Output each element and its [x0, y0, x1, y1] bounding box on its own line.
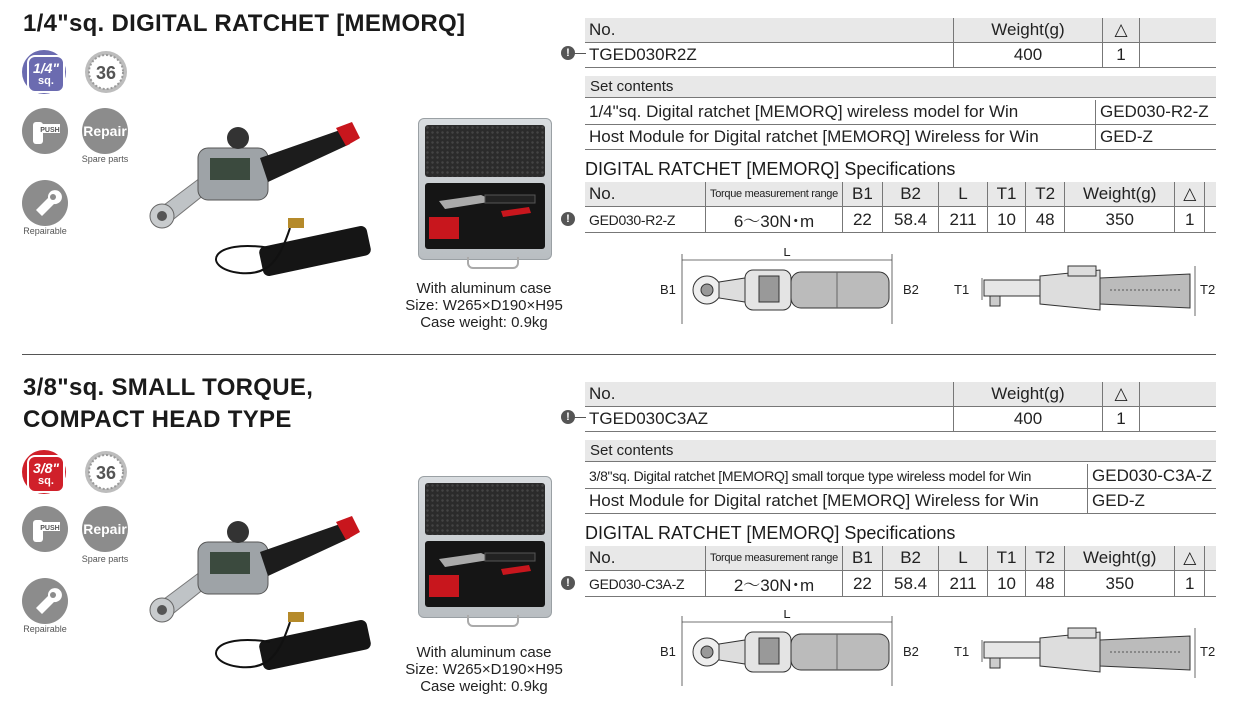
side-view-drawing — [950, 610, 1220, 700]
set-weight: 400 — [954, 407, 1103, 432]
spec-t1: 10 — [987, 207, 1026, 233]
push-release-icon — [22, 108, 68, 154]
section-title-line: 3/8"sq. SMALL TORQUE, — [23, 374, 314, 401]
case-handle — [467, 257, 519, 269]
note-marker-icon: ! — [561, 410, 575, 424]
case-handle — [467, 615, 519, 627]
case-lid — [425, 483, 545, 535]
case-caption-line-3: Case weight: 0.9kg — [420, 678, 548, 695]
note-marker-icon: ! — [561, 576, 575, 590]
pack-icon: △ — [1175, 546, 1205, 571]
set-content-name-2: Host Module for Digital ratchet [MEMORQ] Wireless for Win — [585, 125, 1096, 150]
spec-table — [585, 546, 1216, 597]
note-marker-icon: ! — [561, 46, 575, 60]
badge-top: 3/8" — [32, 460, 60, 476]
pack-icon: △ — [1103, 18, 1140, 43]
spec-header-b1: B1 — [842, 546, 882, 571]
set-contents-table — [585, 464, 1216, 514]
section-title-line: 1/4"sq. DIGITAL RATCHET [MEMORQ] — [23, 10, 466, 37]
spec-header-t2: T2 — [1026, 182, 1065, 207]
spec-header-weight: Weight(g) — [1065, 546, 1175, 571]
spec-b2: 58.4 — [882, 207, 938, 233]
repairable-caption: Repairable — [23, 624, 67, 634]
spec-b1: 22 — [842, 207, 882, 233]
dim-label-B2: B2 — [903, 282, 919, 297]
top-view-drawing — [655, 248, 925, 338]
set-content-name-2: Host Module for Digital ratchet [MEMORQ] Wireless for Win — [585, 489, 1088, 514]
repairable-caption: Repairable — [23, 226, 67, 236]
case-tray — [425, 541, 545, 607]
section-three-eighths — [0, 360, 1243, 705]
spec-t1: 10 — [987, 571, 1026, 597]
digital-ratchet-photo — [140, 512, 380, 682]
set-number: TGED030C3AZ — [585, 407, 954, 432]
spec-range: 2～30N･m — [706, 571, 843, 597]
note-marker-icon: ! — [561, 212, 575, 226]
spec-header-no: No. — [585, 546, 706, 571]
aluminum-case-photo — [418, 118, 552, 260]
set-weight: 400 — [954, 43, 1103, 68]
set-contents-table — [585, 100, 1216, 150]
spec-header-no: No. — [585, 182, 706, 207]
pack-icon: △ — [1175, 182, 1205, 207]
dim-label-T1: T1 — [954, 282, 970, 297]
case-caption — [394, 644, 574, 695]
case-lid — [425, 125, 545, 177]
badge-bottom: sq. — [38, 475, 54, 487]
spec-weight: 350 — [1065, 571, 1175, 597]
set-header-no: No. — [585, 382, 954, 407]
spec-t2: 48 — [1026, 207, 1065, 233]
top-view-drawing — [655, 610, 925, 700]
spare-parts-caption: Spare parts — [81, 554, 129, 564]
set-contents-header: Set contents — [585, 76, 1216, 98]
repair-label: Repair — [83, 521, 127, 537]
spare-parts-caption: Spare parts — [81, 154, 129, 164]
gear-teeth-icon — [84, 450, 128, 494]
spec-header-b2: B2 — [882, 546, 938, 571]
drive-size-badge — [22, 450, 66, 494]
repair-icon — [82, 506, 128, 552]
dim-label-B1: B1 — [660, 282, 676, 297]
badge-bottom: sq. — [38, 75, 54, 87]
dim-label-L: L — [783, 248, 791, 259]
case-tray — [425, 183, 545, 249]
dim-label-T1: T1 — [954, 644, 970, 659]
case-caption-line-3: Case weight: 0.9kg — [420, 314, 548, 331]
wrench-repairable-icon — [22, 180, 68, 226]
badge-top: 1/4" — [32, 60, 60, 76]
section-title-line: COMPACT HEAD TYPE — [23, 406, 292, 433]
case-caption — [394, 280, 574, 331]
dim-label-T2: T2 — [1200, 282, 1216, 297]
repair-icon — [82, 108, 128, 154]
set-header-no: No. — [585, 18, 954, 43]
spec-header-weight: Weight(g) — [1065, 182, 1175, 207]
case-caption-line-2: Size: W265×D190×H95 — [405, 297, 563, 314]
dim-label-L: L — [783, 610, 791, 621]
gear-teeth-icon — [84, 50, 128, 94]
set-table — [585, 18, 1216, 68]
repair-label: Repair — [83, 123, 127, 139]
gear-label: 36 — [95, 63, 117, 83]
spec-title: DIGITAL RATCHET [MEMORQ] Specifications — [585, 523, 956, 543]
set-table — [585, 382, 1216, 432]
drive-size-badge — [22, 50, 66, 94]
spec-header-l: L — [939, 182, 987, 207]
set-header-weight: Weight(g) — [954, 382, 1103, 407]
spec-header-range: Torque measurement range — [706, 182, 843, 207]
spec-header-b1: B1 — [842, 182, 882, 207]
set-number: TGED030R2Z — [585, 43, 954, 68]
aluminum-case-photo — [418, 476, 552, 618]
case-caption-line-1: With aluminum case — [416, 280, 552, 297]
spec-header-t2: T2 — [1026, 546, 1065, 571]
spec-header-range: Torque measurement range — [706, 546, 843, 571]
set-content-code-1: GED030-R2-Z — [1096, 100, 1217, 125]
spec-b1: 22 — [842, 571, 882, 597]
set-contents-header: Set contents — [585, 440, 1216, 462]
push-label: PUSH — [40, 525, 60, 532]
set-content-code-2: GED-Z — [1088, 489, 1216, 514]
spec-t2: 48 — [1026, 571, 1065, 597]
push-label: PUSH — [40, 127, 60, 134]
set-qty: 1 — [1103, 43, 1140, 68]
set-content-code-1: GED030-C3A-Z — [1088, 464, 1216, 489]
spec-no: GED030-C3A-Z — [585, 571, 706, 597]
spec-qty: 1 — [1175, 207, 1205, 233]
section-title — [23, 372, 313, 436]
spec-b2: 58.4 — [882, 571, 938, 597]
set-qty: 1 — [1103, 407, 1140, 432]
set-content-name-1: 3/8"sq. Digital ratchet [MEMORQ] small torque type wireless model for Win — [585, 464, 1088, 489]
set-content-code-2: GED-Z — [1096, 125, 1217, 150]
spec-weight: 350 — [1065, 207, 1175, 233]
spec-range: 6～30N･m — [706, 207, 843, 233]
digital-ratchet-photo — [140, 118, 380, 288]
spec-header-t1: T1 — [987, 546, 1026, 571]
pack-icon: △ — [1103, 382, 1140, 407]
spec-qty: 1 — [1175, 571, 1205, 597]
spec-header-t1: T1 — [987, 182, 1026, 207]
section-title — [23, 8, 465, 40]
case-caption-line-2: Size: W265×D190×H95 — [405, 661, 563, 678]
case-caption-line-1: With aluminum case — [416, 644, 552, 661]
spec-header-l: L — [939, 546, 987, 571]
spec-table — [585, 182, 1216, 233]
set-content-name-1: 1/4"sq. Digital ratchet [MEMORQ] wireless model for Win — [585, 100, 1096, 125]
push-release-icon — [22, 506, 68, 552]
dim-label-B1: B1 — [660, 644, 676, 659]
spec-no: GED030-R2-Z — [585, 207, 706, 233]
dim-label-B2: B2 — [903, 644, 919, 659]
dim-label-T2: T2 — [1200, 644, 1216, 659]
spec-l: 211 — [939, 571, 987, 597]
spec-l: 211 — [939, 207, 987, 233]
side-view-drawing — [950, 248, 1220, 338]
spec-title: DIGITAL RATCHET [MEMORQ] Specifications — [585, 159, 956, 179]
wrench-repairable-icon — [22, 578, 68, 624]
set-header-weight: Weight(g) — [954, 18, 1103, 43]
gear-label: 36 — [95, 463, 117, 483]
spec-header-b2: B2 — [882, 182, 938, 207]
